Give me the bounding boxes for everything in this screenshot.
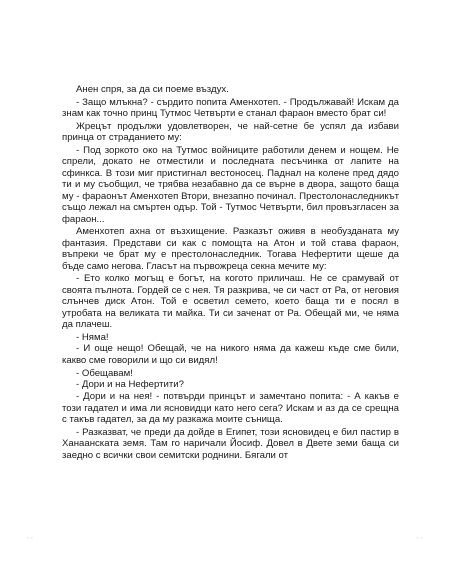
paragraph: Жрецът продължи удовлетворен, че най-сетне бе успял да избави принца от страданието му:: [62, 120, 399, 144]
paragraph: - И още нещо! Обещай, че на никого няма да кажеш къде сме били, какво сме говорили и що си видял!: [62, 343, 399, 366]
paragraph: Анен спря, за да си поеме въздух.: [76, 84, 229, 95]
paragraph: - Ето колко могъщ е богът, на когото приличаш. Не се срамувай от своята пълнота. Гордей се с нея. Тя разкрива, че си част от Ра, от неговия слънчев диск Атон. Той е осветил семето, което баща ти е посял в утробата на великата ти майка. Ти си заченат от Ра. Обещай ми, че няма да плачеш.: [62, 273, 399, 330]
paragraph: - Разказват, че преди да дойде в Египет, този ясновидец е бил пастир в Ханаанската земя. Там го наричали Йосиф. Довел в Двете земи баща си заедно с всички свои семитски роднини. Бягали от: [62, 426, 399, 461]
crop-mark-left: ◦◦: [26, 535, 35, 542]
page-body: [62, 84, 399, 462]
paragraph: Аменхотеп ахна от възхищение. Разказът оживя в необузданата му фантазия. Представи си как с помощта на Атон и той става фараон, въпреки че брат му е престолонаследник. Тогава Нефертити щеше да бъде само негова. Гласът на първожреца секна мечите му:: [62, 226, 399, 272]
paragraph: - Дори и на Нефертити?: [76, 379, 184, 391]
paragraph: - Дори и на нея! - потвърди принцът и замечтано попита: - А какъв е този гадател и има ли ясновидци като него сега? Искам и аз да се срещна с такъв гадател, за да му разкажа моите сънища.: [62, 391, 399, 426]
paragraph: - Обещавам!: [76, 367, 133, 379]
paragraph: - Няма!: [76, 331, 109, 343]
paragraph: - Под зоркото око на Тутмос войниците работили денем и нощем. Не спрели, докато не отместили и последната песъчинка от лапите на сфинкса. В този миг пристигнал вестоносец. Паднал на колене пред дядо ти и му съобщил, че трябва незабавно да се върне в двора, защото баща му - фараонът Аменхотеп Втори, внезапно починал. Престолонаследникът също лежал на смъртен одър. Той - Тутмос Четвърти, бил провъзгласен за фараон...: [62, 144, 399, 225]
crop-mark-right: ◦◦: [415, 535, 424, 542]
paragraph: - Защо млъкна? - сърдито попита Аменхотеп. - Продължавай! Искам да знам как точно принц Тутмос Четвърти е станал фараон вместо брат си!: [62, 96, 399, 120]
